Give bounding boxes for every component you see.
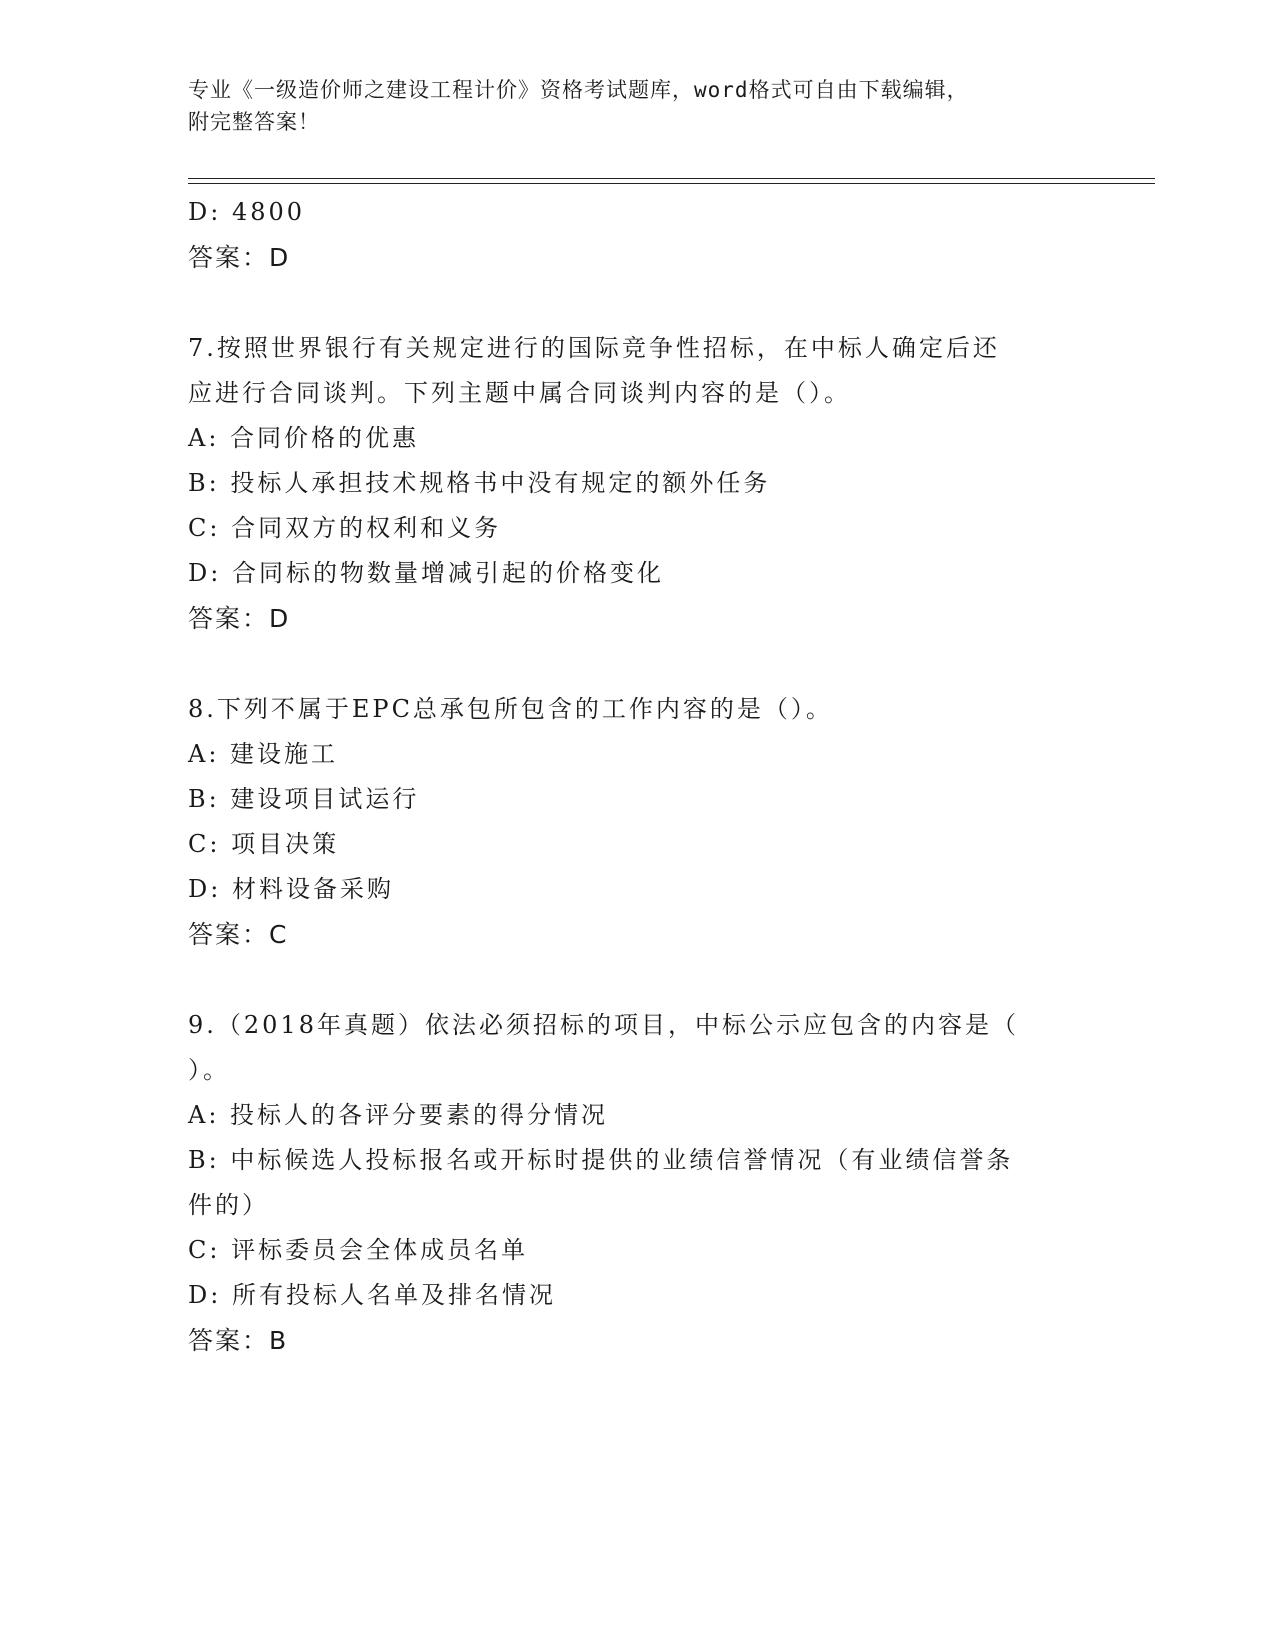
question-7	[188, 326, 1088, 641]
option-a: A: 投标人的各评分要素的得分情况	[188, 1101, 609, 1129]
answer: 答案：B	[188, 1326, 289, 1355]
question-8	[188, 687, 1088, 957]
option-d: D: 所有投标人名单及排名情况	[188, 1281, 556, 1309]
question-text-line: 应进行合同谈判。下列主题中属合同谈判内容的是（）。	[188, 379, 851, 407]
option-a: A: 建设施工	[188, 740, 339, 768]
header-line-1: 专业《一级造价师之建设工程计价》资格考试题库，word格式可自由下载编辑，	[188, 78, 969, 102]
option-c: C: 评标委员会全体成员名单	[188, 1236, 529, 1264]
spacer	[188, 957, 1088, 1003]
option-c: C: 合同双方的权利和义务	[188, 514, 502, 542]
option-c: C: 项目决策	[188, 830, 340, 858]
answer: 答案：C	[188, 920, 289, 949]
option-d: D: 材料设备采购	[188, 875, 394, 903]
header-divider-top	[188, 178, 1155, 179]
answer: 答案：D	[188, 604, 291, 633]
header-divider-bottom	[188, 183, 1155, 184]
document-header	[188, 74, 1068, 138]
spacer	[188, 280, 1088, 326]
header-line-2: 附完整答案！	[188, 110, 320, 134]
option-b: B: 建设项目试运行	[188, 785, 420, 813]
question-text-line: 8.下列不属于EPC总承包所包含的工作内容的是（）。	[188, 695, 833, 723]
prev-option-d: D: 4800	[188, 198, 306, 226]
question-text-line: 9.（2018年真题）依法必须招标的项目，中标公示应包含的内容是（	[188, 1011, 1019, 1039]
question-text-line: 7.按照世界银行有关规定进行的国际竞争性招标，在中标人确定后还	[188, 334, 1000, 362]
option-a: A: 合同价格的优惠	[188, 424, 420, 452]
prev-answer: 答案：D	[188, 243, 291, 272]
option-b: B: 中标候选人投标报名或开标时提供的业绩信誉情况（有业绩信誉条	[188, 1146, 1014, 1174]
question-text-line: ）。	[188, 1056, 230, 1084]
option-b: B: 投标人承担技术规格书中没有规定的额外任务	[188, 469, 771, 497]
question-9	[188, 1003, 1088, 1363]
spacer	[188, 641, 1088, 687]
option-d: D: 合同标的物数量增减引起的价格变化	[188, 559, 664, 587]
document-body	[188, 190, 1088, 1363]
option-b-continued: 件的）	[188, 1191, 269, 1219]
